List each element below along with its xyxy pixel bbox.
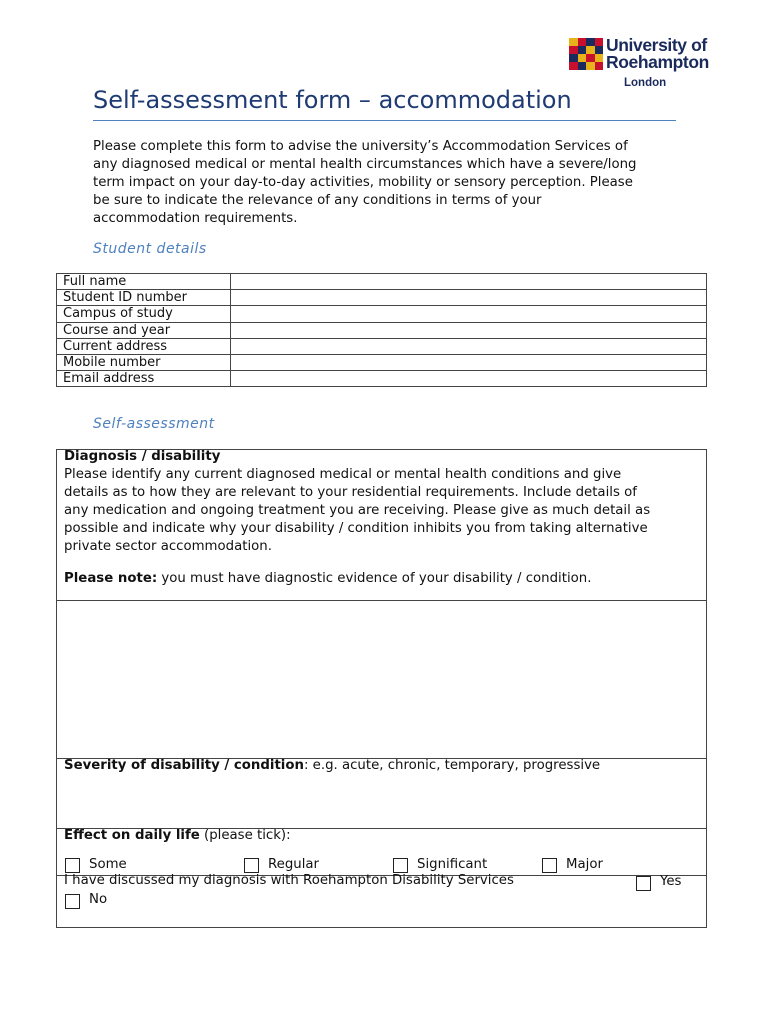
self-assessment-table — [56, 449, 707, 928]
field-label: Current address — [57, 338, 231, 354]
intro-line: term impact on your day-to-day activities, mobility or sensory perception. Please — [93, 175, 633, 190]
intro-paragraph — [93, 138, 693, 228]
effect-prompt — [64, 827, 291, 845]
field-label: Email address — [57, 371, 231, 387]
intro-line: any diagnosed medical or mental health circumstances which have a severe/long — [93, 157, 637, 172]
title-divider — [93, 120, 676, 121]
student-id-field[interactable] — [231, 290, 707, 306]
yes-checkbox[interactable] — [636, 876, 651, 891]
diagnosis-instructions-cell — [57, 450, 706, 601]
university-logo — [569, 36, 729, 92]
email-field[interactable] — [231, 371, 707, 387]
logo-text-line2: Roehampton — [606, 52, 709, 72]
intro-line: accommodation requirements. — [93, 211, 298, 226]
severity-label: Severity of disability / condition — [64, 758, 304, 773]
note-label: Please note: — [64, 571, 158, 586]
diagnosis-answer-field[interactable] — [57, 601, 706, 759]
severity-cell[interactable] — [57, 759, 706, 829]
severity-text: : e.g. acute, chronic, temporary, progressive — [303, 758, 601, 773]
table-row — [57, 274, 707, 290]
logo-text-line1: University of — [606, 35, 707, 55]
no-checkbox[interactable] — [65, 894, 80, 909]
diagnosis-line: any medication and ongoing treatment you are receiving. Please give as much detail as — [64, 503, 651, 518]
table-row — [57, 338, 707, 354]
discussed-cell — [57, 873, 706, 927]
severity-prompt — [64, 757, 600, 775]
diagnosis-line: Please identify any current diagnosed medical or mental health conditions and give — [64, 467, 622, 482]
table-row — [57, 354, 707, 370]
discussed-text: I have discussed my diagnosis with Roehampton Disability Services — [64, 873, 514, 888]
some-checkbox[interactable] — [65, 858, 80, 873]
intro-line: be sure to indicate the relevance of any conditions in terms of your — [93, 193, 542, 208]
table-row — [57, 371, 707, 387]
student-details-heading: Student details — [93, 241, 207, 257]
diagnosis-title: Diagnosis / disability — [64, 449, 221, 464]
intro-line: Please complete this form to advise the university’s Accommodation Services of — [93, 139, 628, 154]
full-name-field[interactable] — [231, 274, 707, 290]
self-assessment-heading: Self-assessment — [93, 416, 215, 432]
diagnosis-line: private sector accommodation. — [64, 539, 272, 554]
table-row — [57, 290, 707, 306]
significant-checkbox[interactable] — [393, 858, 408, 873]
no-label: No — [89, 892, 108, 907]
table-row — [57, 306, 707, 322]
student-details-table — [56, 273, 707, 387]
effect-cell — [57, 829, 706, 876]
logo-text-line3: London — [624, 77, 667, 89]
table-row — [57, 322, 707, 338]
address-field[interactable] — [231, 338, 707, 354]
regular-label: Regular — [268, 857, 319, 872]
effect-text: (please tick): — [199, 828, 291, 843]
effect-label: Effect on daily life — [64, 828, 200, 843]
note-text: you must have diagnostic evidence of your disability / condition. — [157, 571, 592, 586]
regular-checkbox[interactable] — [244, 858, 259, 873]
field-label: Student ID number — [57, 290, 231, 306]
diagnosis-line: details as to how they are relevant to your residential requirements. Include details of — [64, 485, 637, 500]
mobile-field[interactable] — [231, 354, 707, 370]
course-year-field[interactable] — [231, 322, 707, 338]
field-label: Full name — [57, 274, 231, 290]
page-title: Self-assessment form – accommodation — [93, 86, 572, 114]
field-label: Campus of study — [57, 306, 231, 322]
field-label: Course and year — [57, 322, 231, 338]
campus-field[interactable] — [231, 306, 707, 322]
yes-label: Yes — [660, 874, 682, 889]
crest-icon — [569, 38, 603, 70]
some-label: Some — [89, 857, 127, 872]
field-label: Mobile number — [57, 354, 231, 370]
diagnosis-line: possible and indicate why your disability / condition inhibits you from taking alternative — [64, 521, 648, 536]
major-label: Major — [566, 857, 603, 872]
please-note — [64, 570, 591, 588]
significant-label: Significant — [417, 857, 488, 872]
major-checkbox[interactable] — [542, 858, 557, 873]
